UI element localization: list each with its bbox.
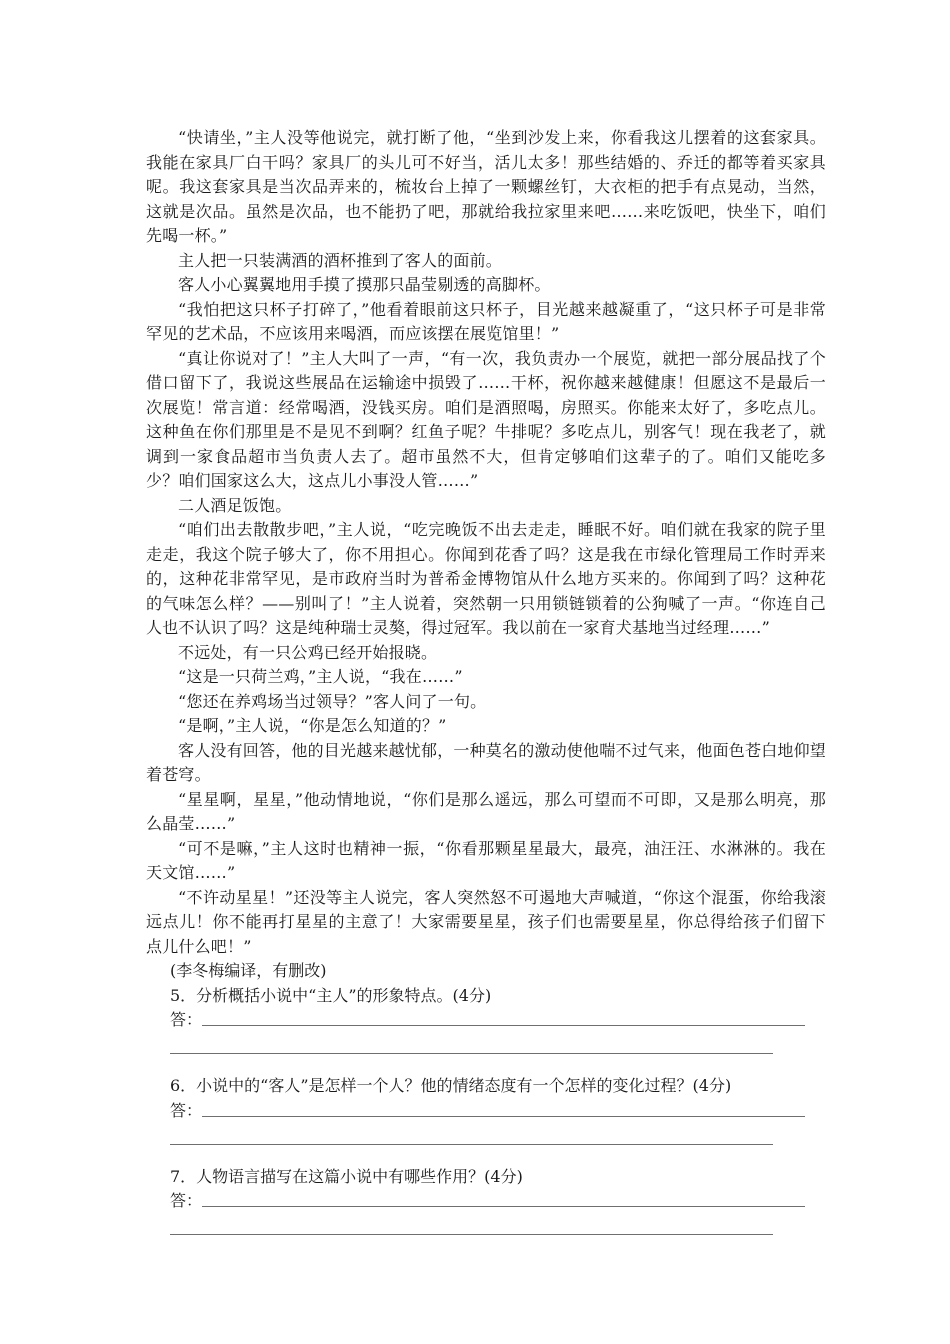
story-paragraph: 二人酒足饭饱。 (178, 495, 292, 515)
answer-blank[interactable] (170, 1144, 773, 1145)
question-6 (146, 1074, 826, 1151)
story-paragraph: “咱们出去散散步吧，”主人说，“吃完晚饭不出去走走，睡眠不好。咱们就在我家的院子里走走，我这个院子够大了，你不用担心。你闻到花香了吗？这是我在市绿化管理局工作时弄来的，这种花非常罕见，是市政府当时为普希金博物馆从什么地方买来的。你闻到了吗？这种花的气味怎么样？——别叫了！”主人说着，突然朝一只用锁链锁着的公狗喊了一声。“你连自己人也不认识了吗？这是纯种瑞士灵獒，得过冠军。我以前在一家育犬基地当过经理……” (146, 520, 826, 637)
story-paragraph: “真让你说对了！”主人大叫了一声，“有一次，我负责办一个展览，就把一部分展品找了个借口留下了，我说这些展品在运输途中损毁了……干杯，祝你越来越健康！但愿这不是最后一次展览！常言道：经常喝酒，没钱买房。咱们是酒照喝，房照买。你能来太好了，多吃点儿。这种鱼在你们那里是不是见不到啊？红鱼子呢？牛排呢？多吃点儿，别客气！现在我老了，就调到一家食品超市当负责人去了。超市虽然不大，但肯定够咱们这辈子的了。咱们又能吃多少？咱们国家这么大，这点儿小事没人管……” (146, 348, 826, 490)
story-paragraph: “快请坐，”主人没等他说完，就打断了他，“坐到沙发上来，你看我这儿摆着的这套家具。我能在家具厂白干吗？家具厂的头儿可不好当，活儿太多！那些结婚的、乔迁的都等着买家具呢。我这套家具是当次品弄来的，梳妆台上掉了一颗螺丝钉，大衣柜的把手有点晃动，当然，这就是次品。虽然是次品，也不能扔了吧，那就给我拉家里来吧……来吃饭吧，快坐下，咱们先喝一杯。” (146, 128, 826, 245)
question-7 (146, 1165, 826, 1242)
answer-blank[interactable] (170, 1234, 773, 1235)
story-paragraph: “您还在养鸡场当过领导？”客人问了一句。 (178, 691, 487, 711)
answer-row (170, 1099, 826, 1123)
story-paragraph: 不远处，有一只公鸡已经开始报晓。 (178, 642, 438, 662)
answer-blank[interactable] (202, 1025, 805, 1026)
story-paragraph: “星星啊，星星，”他动情地说，“你们是那么遥远，那么可望而不可即，又是那么明亮，那么晶莹……” (146, 789, 826, 833)
story-paragraph: “这是一只荷兰鸡，”主人说，“我在……” (178, 667, 463, 686)
question-text: 7．人物语言描写在这篇小说中有哪些作用？(4分) (170, 1166, 523, 1186)
story-paragraph: “是啊，”主人说，“你是怎么知道的？” (178, 716, 447, 735)
answer-row (170, 1189, 826, 1213)
story-paragraph: “不许动星星！”还没等主人说完，客人突然怒不可遏地大声喊道，“你这个混蛋，你给我滚远点儿！你不能再打星星的主意了！大家需要星星，孩子们也需要星星，你总得给孩子们留下点儿什么吧！” (146, 887, 826, 956)
answer-blank[interactable] (202, 1206, 805, 1207)
question-text: 5．分析概括小说中“主人”的形象特点。(4分) (170, 985, 492, 1005)
story-body (146, 126, 826, 984)
answer-label: 答： (170, 1100, 203, 1120)
story-paragraph: 客人没有回答，他的目光越来越忧郁，一种莫名的激动使他喘不过气来，他面色苍白地仰望着苍穹。 (146, 740, 827, 784)
answer-row (170, 1123, 826, 1151)
answer-blank[interactable] (202, 1116, 805, 1117)
answer-label: 答： (170, 1010, 203, 1029)
question-text: 6．小说中的“客人”是怎样一个人？他的情绪态度有一个怎样的变化过程？(4分) (170, 1076, 732, 1095)
answer-blank[interactable] (170, 1053, 773, 1054)
answer-label: 答： (170, 1191, 203, 1210)
source-note: (李冬梅编译，有删改) (170, 961, 327, 980)
answer-row (170, 1008, 826, 1032)
answer-row (170, 1213, 826, 1241)
answer-row (170, 1032, 826, 1060)
story-paragraph: “我怕把这只杯子打碎了，”他看着眼前这只杯子，目光越来越凝重了，“这只杯子可是非常罕见的艺术品，不应该用来喝酒，而应该摆在展览馆里！” (146, 299, 826, 343)
story-paragraph: “可不是嘛，”主人这时也精神一振，“你看那颗星星最大，最亮，油汪汪、水淋淋的。我在天文馆……” (146, 838, 826, 882)
story-paragraph: 客人小心翼翼地用手摸了摸那只晶莹剔透的高脚杯。 (178, 275, 551, 294)
story-paragraph: 主人把一只装满酒的酒杯推到了客人的面前。 (178, 250, 503, 270)
document-page (146, 126, 826, 1241)
question-5 (146, 984, 826, 1061)
